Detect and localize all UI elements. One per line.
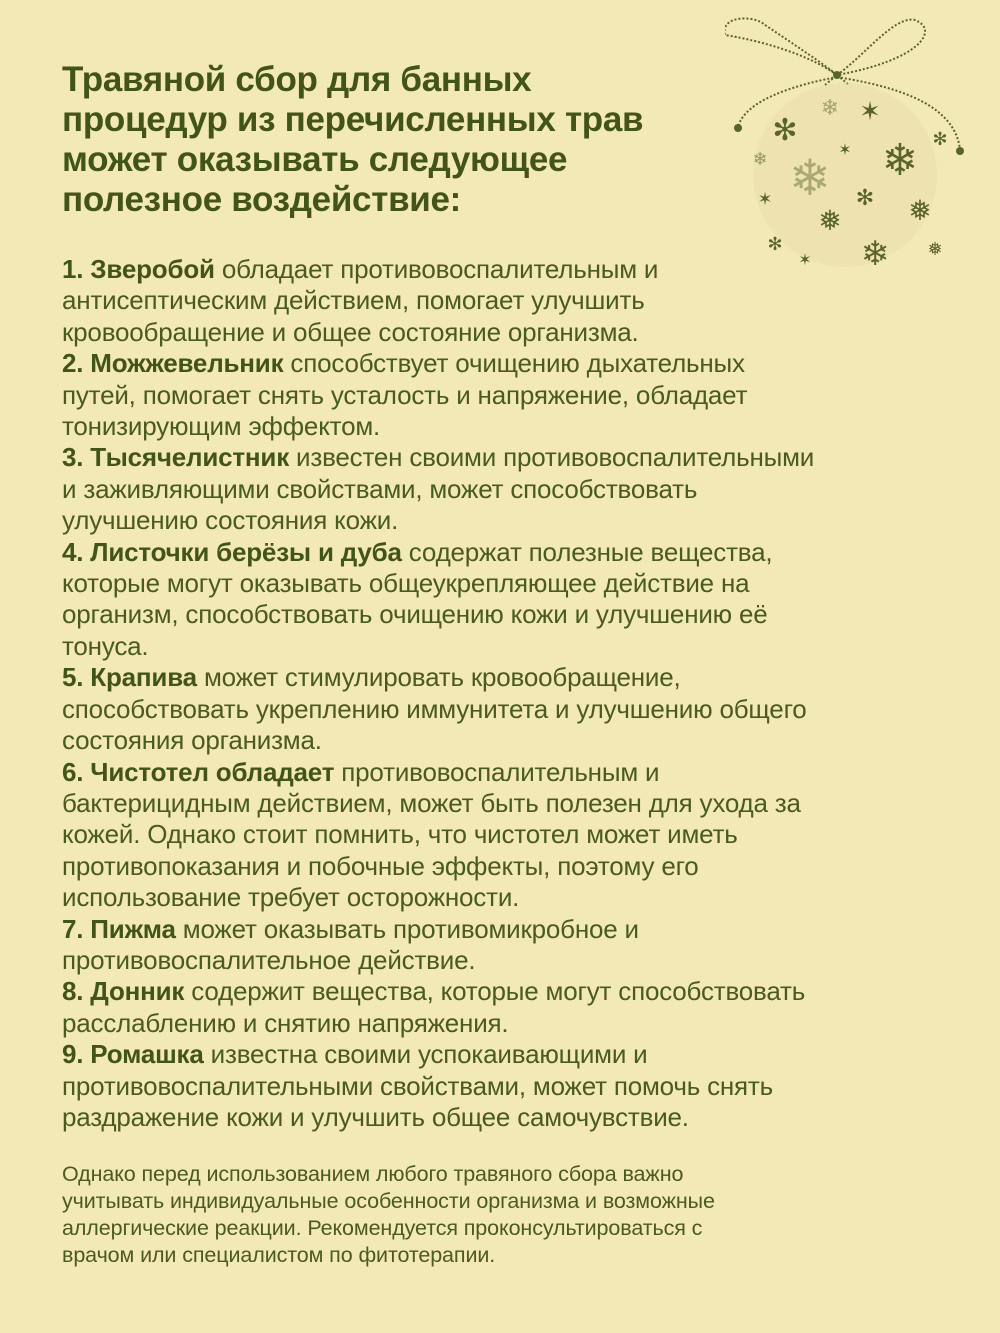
herb-description: противовоспалительным и бактерицидным действием, может быть полезен для ухода за кожей. Однако стоит помнить, что чистотел может иметь противопоказания и побочные эффекты, поэтому его использование требует осторожности. (62, 756, 801, 913)
herb-description: обладает противовоспалительным и антисептическим действием, помогает улучшить кровообращение и общее состояние организма. (62, 254, 659, 347)
svg-text:❅: ❅ (908, 194, 932, 227)
herb-name: 9. Ромашка (62, 1039, 204, 1070)
svg-text:✻: ✻ (855, 186, 875, 211)
herb-description: способствует очищению дыхательных путей, помогает снять усталость и напряжение, обладает тонизирующим эффектом. (62, 348, 748, 442)
christmas-ball-snowflakes-icon (725, 5, 985, 275)
svg-text:✶: ✶ (838, 140, 852, 159)
svg-text:❄: ❄ (752, 149, 768, 170)
benefits-list (62, 254, 982, 1133)
list-item (62, 976, 982, 1039)
list-item (62, 537, 982, 663)
herb-name: 3. Тысячелистник (62, 442, 290, 473)
svg-text:✻: ✻ (932, 129, 948, 150)
svg-text:❄: ❄ (881, 135, 919, 186)
herb-description: может оказывать противомикробное и противовоспалительное действие. (62, 913, 639, 975)
list-item (62, 914, 982, 977)
list-item (62, 442, 982, 536)
svg-text:❅: ❅ (818, 204, 842, 237)
svg-text:✻: ✻ (772, 113, 798, 148)
list-item (62, 1039, 982, 1133)
herb-description: может стимулировать кровообращение, способствовать укреплению иммунитета и улучшению общего состояния организма. (62, 662, 807, 756)
svg-text:❄: ❄ (860, 234, 890, 274)
herb-name: 1. Зверобой (62, 254, 215, 284)
herb-description: содержат полезные вещества, которые могут оказывать общеукрепляющее действие на организм, способствовать очищению кожи и улучшению её тонуса. (62, 536, 773, 661)
herb-name: 2. Можжевельник (62, 348, 284, 379)
page-title: Травяной сбор для банных процедур из перечисленных трав может оказывать следующее полезное воздействие: (62, 60, 644, 219)
svg-text:✶: ✶ (757, 189, 773, 210)
herb-name: 7. Пижма (62, 913, 176, 944)
list-item (62, 662, 982, 756)
svg-text:❅: ❅ (927, 239, 943, 260)
herb-description: содержит вещества, которые могут способствовать расслаблению и снятию напряжения. (62, 976, 806, 1038)
disclaimer-text: Однако перед использованием любого травяного сбора важно учитывать индивидуальные особенности организма и возможные аллергические реакции. Рекомендуется проконсультироваться с врачом или специалистом по фитотерапии. (62, 1162, 715, 1267)
svg-text:❄: ❄ (820, 96, 840, 121)
svg-text:✶: ✶ (798, 250, 812, 269)
list-item (62, 348, 982, 442)
list-item (62, 254, 982, 348)
herb-name: 6. Чистотел обладает (62, 756, 335, 787)
svg-text:✻: ✻ (767, 234, 783, 255)
herb-name: 4. Листочки берёзы и дуба (62, 536, 402, 567)
herb-name: 5. Крапива (62, 662, 197, 693)
herb-name: 8. Донник (62, 976, 185, 1007)
svg-text:✶: ✶ (859, 97, 881, 127)
herb-description: известна своими успокаивающими и противовоспалительными свойствами, может помочь снять раздражение кожи и улучшить общее самочувствие. (62, 1039, 773, 1132)
herb-description: известен своими противовоспалительными и заживляющими свойствами, может способствовать улучшению состояния кожи. (62, 442, 815, 536)
list-item (62, 757, 982, 914)
svg-text:❄: ❄ (789, 149, 831, 207)
